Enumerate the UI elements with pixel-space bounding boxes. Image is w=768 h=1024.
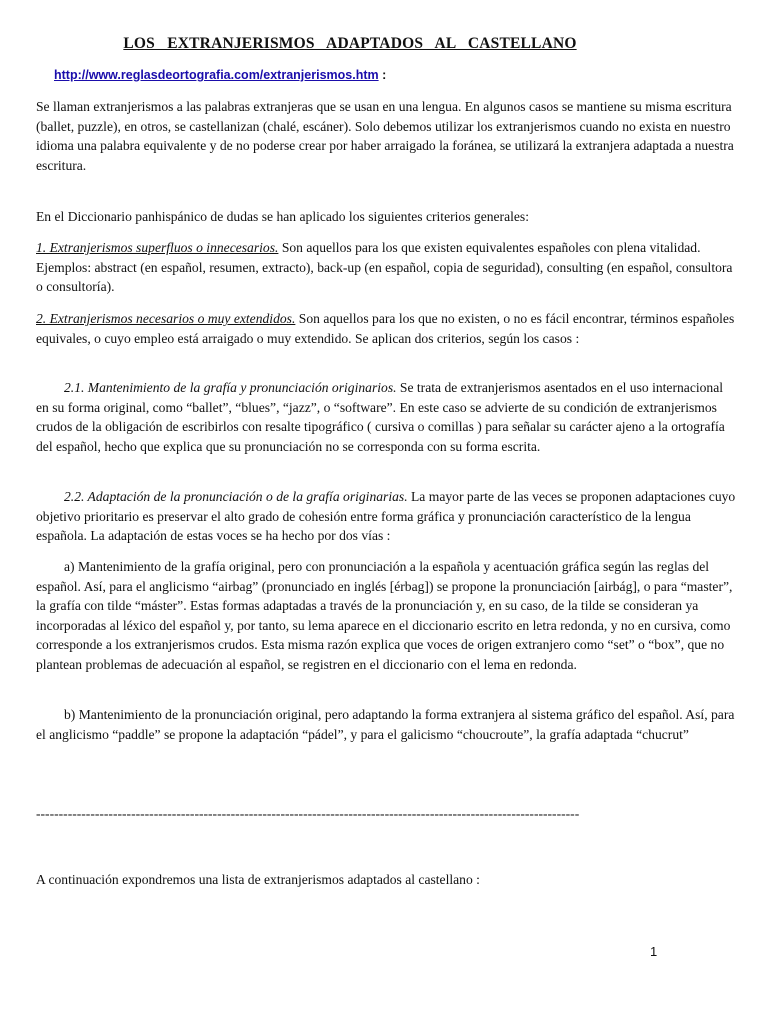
criterion-2-label: 2. Extranjerismos necesarios o muy extendidos.	[36, 311, 296, 326]
criterion-2-text: Son aquellos para los que no existen, o no es fácil encontrar, términos españoles equivales, o cuyo empleo está arraigado o muy extendido. Se aplican dos criterios, según los casos :	[36, 311, 735, 346]
source-link[interactable]: http://www.reglasdeortografia.com/extranjerismos.htm	[54, 68, 379, 82]
separator-line: ------------------------------------------------------------------------------------------------------------------------	[36, 806, 580, 821]
criteria-intro-paragraph: En el Diccionario panhispánico de dudas se han aplicado los siguientes criterios generales:	[36, 209, 529, 224]
source-link-line	[54, 68, 386, 82]
document-title: LOS EXTRANJERISMOS ADAPTADOS AL CASTELLANO	[123, 35, 577, 52]
subsection-2-1-label: 2.1. Mantenimiento de la grafía y pronunciación originarios.	[64, 380, 397, 395]
intro-paragraph: Se llaman extranjerismos a las palabras extranjeras que se usan en una lengua. En algunos casos se mantiene su misma escritura (ballet, puzzle), en otros, se castellanizan (chalé, escáner). Solo debemos utilizar los extranjerismos cuando no exista en nuestro idioma una palabra equivalente y de no poderse crear por haber arraigado la foránea, se utilizará la extranjera adaptada a nuestra escritura.	[36, 99, 734, 173]
criterion-1-paragraph	[36, 238, 736, 297]
criterion-1-text: Son aquellos para los que existen equivalentes españoles con plena vitalidad. Ejemplos: abstract (en español, resumen, extracto), back-up (en español, copia de seguridad), consulting (en español, consultora o consultoría).	[36, 240, 733, 294]
criterion-1-label: 1. Extranjerismos superfluos o innecesarios.	[36, 240, 279, 255]
page-number: 1	[650, 944, 658, 959]
point-a-paragraph: a) Mantenimiento de la grafía original, pero con pronunciación a la española y acentuación gráfica según las reglas del español. Así, para el anglicismo “airbag” (pronunciado en inglés [érbag]) se propone la pronunciación [airbág], o para “master”, la grafía con tilde “máster”. Estas formas adaptadas a través de la pronunciación y, en su caso, de la tilde se consideran ya incorporadas al léxico del español y, por tanto, su lema aparece en el diccionario escrito en letra redonda, y no en cursiva, como corresponde a los extranjerismos crudos. Esta misma razón explica que voces de origen extranjero como “set” o “box”, que no plantean problemas de adecuación al español, se registren en el diccionario con el lema en redonda.	[36, 559, 733, 672]
subsection-2-1-text: Se trata de extranjerismos asentados en el uso internacional en su forma original, como “ballet”, “blues”, “jazz”, o “software”. En este caso se advierte de su condición de extranjerismos crudos de la obligación de escribirlos con resalte tipográfico ( cursiva o comillas ) para señalar su carácter ajeno a la ortografía del español, hecho que explica que su pronunciación no se corresponda con su forma escrita.	[36, 380, 725, 454]
closing-paragraph: A continuación expondremos una lista de extranjerismos adaptados al castellano :	[36, 872, 480, 887]
subsection-2-1-paragraph	[36, 378, 736, 456]
criterion-2-paragraph	[36, 309, 736, 348]
source-link-suffix: :	[378, 68, 387, 82]
subsection-2-2-text: La mayor parte de las veces se proponen adaptaciones cuyo objetivo prioritario es preservar el alto grado de cohesión entre forma gráfica y pronunciación característico de la lengua española. La adaptación de estas voces se ha hecho por dos vías :	[36, 489, 736, 543]
subsection-2-2-label: 2.2. Adaptación de la pronunciación o de la grafía originarias.	[64, 489, 408, 504]
subsection-2-2-paragraph	[36, 487, 736, 546]
point-b-paragraph: b) Mantenimiento de la pronunciación original, pero adaptando la forma extranjera al sistema gráfico del español. Así, para el anglicismo “paddle” se propone la adaptación “pádel”, y para el galicismo “choucroute”, la grafía adaptada “chucrut”	[36, 707, 735, 742]
